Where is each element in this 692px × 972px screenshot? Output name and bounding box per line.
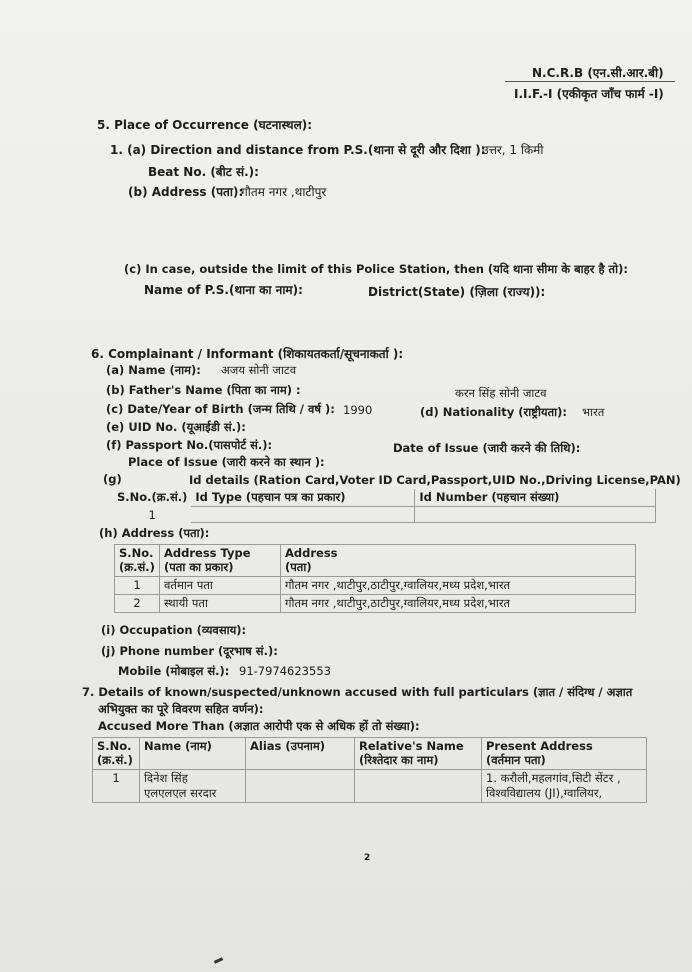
acc-row-alias xyxy=(246,770,355,803)
accused-more-than-label: Accused More Than (अज्ञात आरोपी एक से अधिक हों तो संख्या): xyxy=(98,719,420,733)
accused-table xyxy=(92,737,647,803)
father-label: (b) Father's Name (पिता का नाम) : xyxy=(106,383,301,397)
acc-row-name xyxy=(140,770,246,803)
direction-value: उत्तर, 1 किमी xyxy=(482,143,544,157)
table-header-row xyxy=(93,738,647,770)
passport-label: (f) Passport No.(पासपोर्ट सं.): xyxy=(106,438,273,452)
acc-col-address xyxy=(482,738,647,770)
addr-row2-type: स्थायी पता xyxy=(160,595,281,613)
acc-row-name-l1: दिनेश सिंह xyxy=(144,771,188,785)
dob-label: (c) Date/Year of Birth (जन्म तिथि / वर्ष ): xyxy=(106,402,335,416)
acc-row-relative xyxy=(355,770,482,803)
acc-row-name-l2: एलएलएल सरदार xyxy=(144,786,217,800)
father-value: करन सिंह सोनी जाटव xyxy=(455,386,547,400)
addr-col-address-l2: (पता) xyxy=(285,560,312,574)
mobile-label: Mobile (मोबाइल सं.): xyxy=(118,664,230,678)
addr-row2-sno: 2 xyxy=(115,595,160,613)
page-number: 2 xyxy=(364,853,371,863)
addr-row1-type: वर्तमान पता xyxy=(160,577,281,595)
name-label: (a) Name (नाम): xyxy=(106,363,201,377)
id-col-sno: S.No.(क्र.सं.) xyxy=(117,490,188,504)
pen-mark xyxy=(214,957,223,964)
addr-col-sno xyxy=(115,545,160,577)
table-row xyxy=(115,577,636,595)
issue-date-label: Date of Issue (जारी करने की तिथि): xyxy=(393,441,581,455)
form-name: I.I.F.-I (एकीकृत जाँच फार्म -I) xyxy=(514,87,664,101)
dob-value: 1990 xyxy=(343,403,373,417)
header-divider xyxy=(505,81,675,82)
direction-label: 1. (a) Direction and distance from P.S.(थाना से दूरी और दिशा ): xyxy=(110,143,486,157)
acc-col-sno-l2: (क्र.सं.) xyxy=(97,753,133,767)
id-col-type: Id Type (पहचान पत्र का प्रकार) xyxy=(191,489,415,507)
mobile-value: 91-7974623553 xyxy=(239,664,331,678)
acc-col-relative-l2: (रिश्तेदार का नाम) xyxy=(359,753,439,767)
acc-col-alias xyxy=(246,738,355,770)
acc-col-relative-l1: Relative's Name xyxy=(359,739,464,753)
acc-col-sno xyxy=(93,738,140,770)
acc-col-sno-l1: S.No. xyxy=(97,739,132,753)
id-col-number: Id Number (पहचान संख्या) xyxy=(415,489,656,507)
acc-col-address-l2: (वर्तमान पता) xyxy=(486,753,546,767)
section-5-heading: 5. Place of Occurrence (घटनास्थल): xyxy=(97,118,312,132)
id-row-type xyxy=(191,507,415,523)
form-code: N.C.R.B (एन.सी.आर.बी) xyxy=(532,66,664,80)
table-row xyxy=(93,770,647,803)
addr-col-sno-l1: S.No. xyxy=(119,546,154,560)
table-row xyxy=(113,507,656,523)
table-header-row xyxy=(115,545,636,577)
nationality-value: भारत xyxy=(582,405,605,419)
acc-row-address-l1: 1. करौली,महलगांव,सिटी सेंटर , xyxy=(486,771,621,785)
addr-col-address xyxy=(281,545,636,577)
name-value: अजय सोनी जाटव xyxy=(221,363,297,377)
section-7-heading-line1: 7. Details of known/suspected/unknown accused with full particulars (ज्ञात / संदिग्ध / अज्ञात xyxy=(82,685,633,699)
id-details-label: Id details (Ration Card,Voter ID Card,Passport,UID No.,Driving License,PAN) xyxy=(189,473,681,487)
id-row-number xyxy=(415,507,656,523)
section-7-heading-line2: अभियुक्त का पूरे विवरण सहित वर्णन): xyxy=(98,702,264,716)
acc-row-address xyxy=(482,770,647,803)
outside-limit-label: (c) In case, outside the limit of this Police Station, then (यदि थाना सीमा के बाहर है तो): xyxy=(124,262,628,276)
addr-col-sno-l2: (क्र.सं.) xyxy=(119,560,155,574)
id-letter: (g) xyxy=(103,472,122,486)
nationality-label: (d) Nationality (राष्ट्रीयता): xyxy=(420,405,567,419)
table-header-row xyxy=(113,489,656,507)
acc-col-relative xyxy=(355,738,482,770)
uid-label: (e) UID No. (यूआईडी सं.): xyxy=(106,420,246,434)
district-label: District(State) (ज़िला (राज्य)): xyxy=(368,285,546,299)
addr-col-type-l1: Address Type xyxy=(164,546,251,560)
acc-col-name xyxy=(140,738,246,770)
ps-name-label: Name of P.S.(थाना का नाम): xyxy=(144,283,303,297)
beat-label: Beat No. (बीट सं.): xyxy=(148,165,259,179)
phone-label: (j) Phone number (दूरभाष सं.): xyxy=(101,644,278,658)
address-heading: (h) Address (पता): xyxy=(99,526,210,540)
address-label: (b) Address (पता): xyxy=(128,185,244,199)
addr-col-type-l2: (पता का प्रकार) xyxy=(164,560,234,574)
issue-place-label: Place of Issue (जारी करने का स्थान ): xyxy=(128,455,325,469)
acc-col-address-l1: Present Address xyxy=(486,739,593,753)
section-6-heading: 6. Complainant / Informant (शिकायतकर्ता/सूचनाकर्ता ): xyxy=(91,347,404,361)
acc-row-address-l2: विश्वविद्यालय (JI),ग्वालियर, xyxy=(486,786,603,800)
acc-row-sno: 1 xyxy=(93,770,140,803)
addr-row1-sno: 1 xyxy=(115,577,160,595)
acc-col-alias-l1: Alias (उपनाम) xyxy=(250,739,325,753)
table-row xyxy=(115,595,636,613)
addr-row2-address: गौतम नगर ,थाटीपुर,ठाटीपुर,ग्वालियर,मध्य प्रदेश,भारत xyxy=(281,595,636,613)
id-details-table xyxy=(113,489,656,523)
addr-col-address-l1: Address xyxy=(285,546,338,560)
occupation-label: (i) Occupation (व्यवसाय): xyxy=(101,623,247,637)
id-row-sno: 1 xyxy=(148,507,156,522)
addr-row1-address: गौतम नगर ,थाटीपुर,ठाटीपुर,ग्वालियर,मध्य प्रदेश,भारत xyxy=(281,577,636,595)
addr-col-type xyxy=(160,545,281,577)
acc-col-name-l1: Name (नाम) xyxy=(144,739,212,753)
address-table xyxy=(114,544,636,613)
address-value: गौतम नगर ,थाटीपुर xyxy=(241,185,327,199)
